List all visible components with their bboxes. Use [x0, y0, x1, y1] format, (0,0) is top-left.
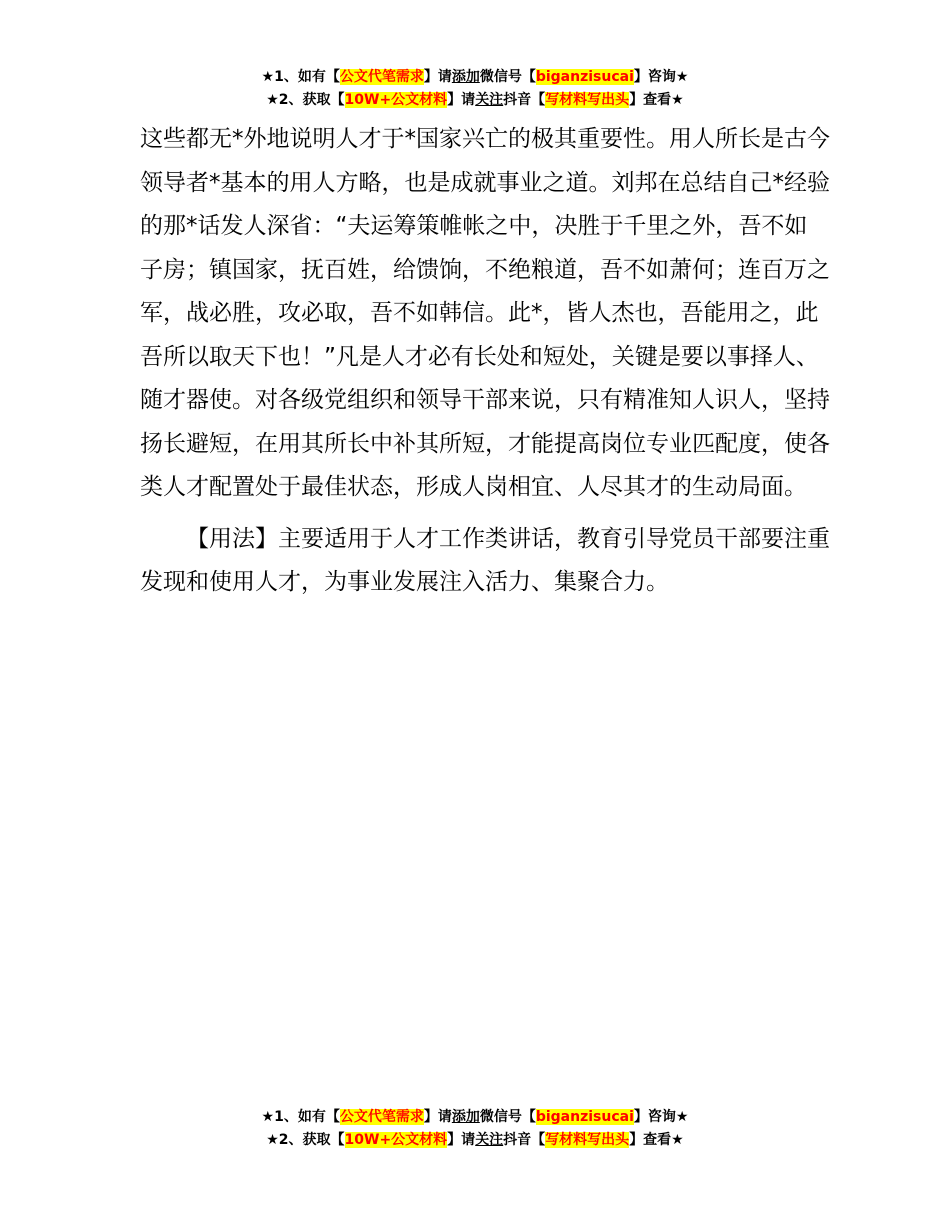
usage-paragraph: 【用法】主要适用于人才工作类讲话，教育引导党员干部要注重发现和使用人才，为事业发展注入活力、集聚合力。 [140, 525, 830, 595]
highlight-materials: 10W+公文材料 [344, 92, 448, 108]
banner-text: ★1、如有【 [261, 1109, 340, 1125]
underlined-add: 添加 [451, 69, 480, 85]
banner-text: ★2、获取【 [266, 92, 345, 108]
banner-text: 】请 [423, 1109, 452, 1125]
footer-banner [0, 1106, 950, 1152]
highlight-materials: 10W+公文材料 [344, 1132, 448, 1148]
banner-line-1 [0, 66, 950, 89]
banner-text: 微信号【 [479, 69, 536, 85]
highlight-wechat-id: biganzisucai [535, 1109, 634, 1125]
header-banner [0, 66, 950, 112]
banner-text: 】请 [447, 92, 476, 108]
banner-text: 】咨询★ [633, 1109, 689, 1125]
banner-text: 】请 [447, 1132, 476, 1148]
document-body [140, 118, 830, 605]
underlined-follow: 关注 [475, 92, 504, 108]
body-paragraph: 这些都无*外地说明人才于*国家兴亡的极其重要性。用人所长是古今领导者*基本的用人方略，也是成就事业之道。刘邦在总结自己*经验的那*话发人深省：“夫运筹策帷帐之中，决胜于千里之外，吾不如子房；镇国家，抚百姓，给馈饷，不绝粮道，吾不如萧何；连百万之军，战必胜，攻必取，吾不如韩信。此*，皆人杰也，吾能用之，此吾所以取天下也！”凡是人才必有长处和短处，关键是要以事择人、随才器使。对各级党组织和领导干部来说，只有精准知人识人，坚持扬长避短，在用其所长中补其所短，才能提高岗位专业匹配度，使各类人才配置处于最佳状态，形成人岗相宜、人尽其才的生动局面。 [140, 126, 830, 500]
highlight-douyin-account: 写材料写出头 [545, 92, 630, 108]
banner-text: 微信号【 [479, 1109, 536, 1125]
banner-line-1 [0, 1106, 950, 1129]
banner-line-2 [0, 1129, 950, 1152]
banner-text: 抖音【 [503, 1132, 546, 1148]
highlight-wechat-id: biganzisucai [535, 69, 634, 85]
underlined-follow: 关注 [475, 1132, 504, 1148]
banner-text: 】查看★ [629, 1132, 684, 1148]
banner-text: 】咨询★ [633, 69, 689, 85]
banner-text: 】请 [423, 69, 452, 85]
banner-text: ★2、获取【 [266, 1132, 345, 1148]
highlight-douyin-account: 写材料写出头 [545, 1132, 630, 1148]
underlined-add: 添加 [451, 1109, 480, 1125]
highlight-ghostwriting: 公文代笔需求 [339, 69, 424, 85]
highlight-ghostwriting: 公文代笔需求 [339, 1109, 424, 1125]
banner-text: 抖音【 [503, 92, 546, 108]
banner-line-2 [0, 89, 950, 112]
banner-text: 】查看★ [629, 92, 684, 108]
banner-text: ★1、如有【 [261, 69, 340, 85]
